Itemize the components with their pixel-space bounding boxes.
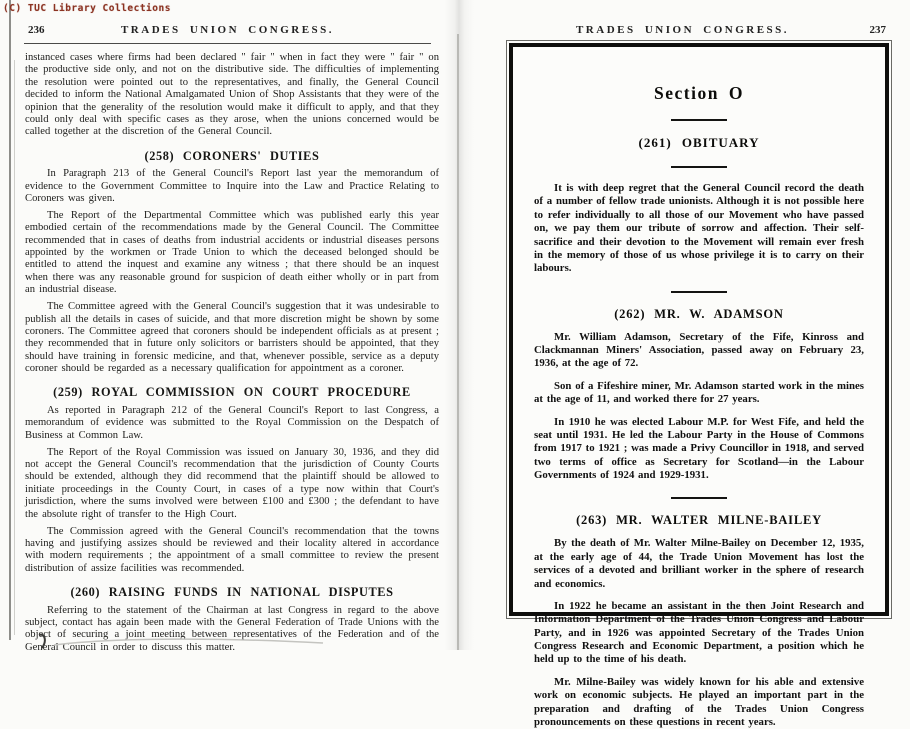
page-curl-mark — [28, 628, 328, 650]
section-heading: (258) CORONERS' DUTIES — [144, 148, 320, 163]
header-rule — [24, 43, 431, 44]
paragraph: The Report of the Departmental Committee which was published early this year embodied certain of the recommendations made by the General Council. The Committee recommended that in cases of deaths from industrial accidents or industrial diseases persons appointed by the workmen or Trade Union to which the deceased belonged should be entitled to attend the inquest and examine any witness ; that there should be an inquest when there was any reasonable ground for suspicion of death either wholly or in part from an industrial disease. — [25, 209, 439, 296]
entry-paragraph: Mr. William Adamson, Secretary of the Fife, Kinross and Clackmannan Miners' Association, passed away on February 23, 1936, at the age of 72. — [534, 330, 864, 370]
right-page-header — [455, 24, 910, 40]
obituary-paragraph: It is with deep regret that the General Council record the death of a number of fellow trade unionists. Although it is not possible here to refer individually to all those of our Movement who have passed on, we pay them our tribute of sorrow and affection. Their self-sacrifice and their devotion to the Movement will remain ever fresh in the memory of those of us whose privilege it is to carry on their labours. — [534, 182, 864, 275]
obituary-heading: (261) OBITUARY — [638, 135, 760, 150]
right-page — [455, 0, 910, 728]
entry-paragraph: Son of a Fifeshire miner, Mr. Adamson started work in the mines at the age of 11, and worked there for 27 years. — [534, 379, 864, 406]
paragraph: instanced cases where firms had been declared " fair " when in fact they were " fair " on the productive side only, and not on the distributive side. The difficulties of implementing the resolution were pointed out to the representatives, and finally, the General Council decided to inform the National Amalgamated Union of Shop Assistants that they were of the opinion that the generality of the resolution would make it difficult to apply, and that they could only deal with specific cases as they arose, when the unions concerned would be called together at the discretion of the General Council. — [25, 52, 439, 138]
obituary-box — [506, 40, 892, 728]
left-page — [0, 0, 455, 653]
entry-heading: (263) MR. WALTER MILNE-BAILEY — [576, 513, 822, 528]
divider-rule — [671, 119, 727, 121]
entry-heading: (262) MR. W. ADAMSON — [614, 306, 784, 321]
paragraph: The Commission agreed with the General Council's recommendation that the towns having and justifying assizes should be reviewed and their locality altered in accordance with modern requirements ; the appointment of a small committee to review the present distribution of assize facilities was recommended. — [25, 525, 439, 574]
divider-rule — [671, 291, 727, 293]
paragraph: The Report of the Royal Commission was issued on January 30, 1936, and they did not accept the General Council's recommendation that the jurisdiction of County Courts should be extended, although they did recommend that the plaintiff should be allowed to initiate proceedings in the County Court, in cases of a type now within that Court's jurisdiction, where the sums involved were between £100 and £300 ; the defendant to have the absolute right of transfer to the High Court. — [25, 446, 439, 520]
left-page-header — [0, 24, 455, 40]
paragraph: As reported in Paragraph 212 of the General Council's Report to last Congress, a memorandum of evidence was submitted to the Royal Commission on the Despatch of Business at Common Law. — [25, 404, 439, 441]
section-title: Section O — [654, 83, 744, 103]
entry-paragraph: In 1910 he was elected Labour M.P. for West Fife, and held the seat until 1931. He led the Labour Party in the House of Commons from 1917 to 1921 ; was made a Privy Councillor in 1918, and served two terms of office as Secretary for Scotland—in the Labour Governments of 1924 and 1929-1931. — [534, 415, 864, 481]
divider-rule — [671, 497, 727, 499]
watermark: (C) TUC Library Collections — [3, 3, 171, 14]
entry-paragraph: Mr. Milne-Bailey was widely known for his able and extensive work on economic subjects. He played an important part in the preparation and drafting of the Trades Union Congress pronouncements on these questions in recent years. — [534, 675, 864, 728]
divider-rule — [671, 166, 727, 168]
page-number: 237 — [869, 24, 886, 36]
entry-paragraph: By the death of Mr. Walter Milne-Bailey on December 12, 1935, at the early age of 44, the Trade Union Movement has lost the services of a devoted and brilliant worker in the sphere of research and economics. — [534, 537, 864, 590]
section-heading: (260) RAISING FUNDS IN NATIONAL DISPUTES — [70, 585, 394, 600]
paragraph: The Committee agreed with the General Council's suggestion that it was undesirable to publish all the details in cases of suicide, and that more discretion might be shown by some coroners. The Committee agreed that coroners should be independent officials as at present ; they recommended that in future only solicitors or barristers should be appointed, that they should have training in forensic medicine, and that, whenever possible, service as a deputy coroner should be regarded as a necessary qualification for appointment as a coroner. — [25, 301, 439, 375]
paragraph: In Paragraph 213 of the General Council's Report last year the memorandum of evidence to the Government Committee to Inquire into the Law and Practice Relating to Coroners was given. — [25, 168, 439, 205]
section-heading: (259) ROYAL COMMISSION ON COURT PROCEDURE — [53, 385, 411, 400]
obituary-box-inner — [509, 43, 889, 728]
entry-paragraph: In 1922 he became an assistant in the then Joint Research and Information Department of the Trades Union Congress and Labour Party, and in 1926 was appointed Secretary of the Trades Union Congress Research and Economic Department, a position which he held up to the time of his death. — [534, 599, 864, 666]
running-title: TRADES UNION CONGRESS. — [120, 24, 335, 36]
paragraph: Referring to the statement of the Chairman at last Congress in regard to the above subject, contact has again been made with the General Federation of Trade Unions with the object of securing a joint meeting between representatives of the Federation and of the General Council in order to discuss this matter. — [25, 604, 439, 653]
page-number: 236 — [28, 24, 45, 36]
running-title: TRADES UNION CONGRESS. — [575, 24, 790, 36]
left-page-body — [25, 52, 439, 654]
